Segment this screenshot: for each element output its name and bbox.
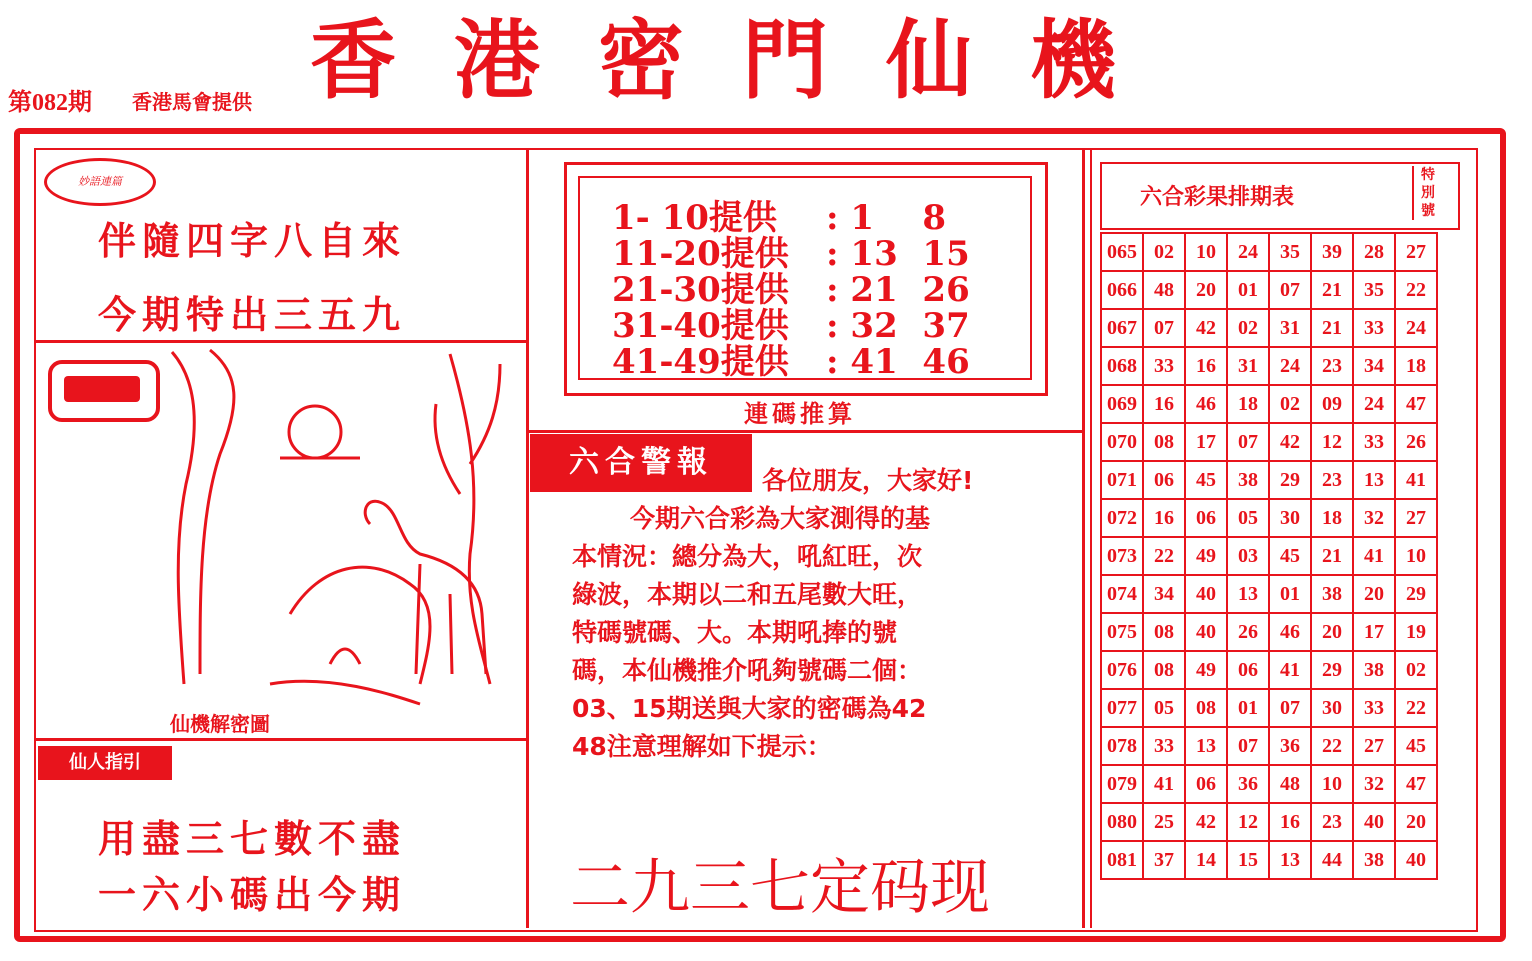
number-cell: 42 xyxy=(1185,309,1227,347)
issue-cell: 071 xyxy=(1101,461,1143,499)
issue-cell: 078 xyxy=(1101,727,1143,765)
provide-row: 21-30提供 : 21 26 xyxy=(612,270,970,310)
number-cell: 49 xyxy=(1185,651,1227,689)
number-cell: 13 xyxy=(1185,727,1227,765)
number-cell: 29 xyxy=(1311,651,1353,689)
table-row xyxy=(1101,689,1437,727)
table-row xyxy=(1101,347,1437,385)
table-row xyxy=(1101,271,1437,309)
number-cell: 38 xyxy=(1311,575,1353,613)
number-cell: 20 xyxy=(1185,271,1227,309)
issue-cell: 068 xyxy=(1101,347,1143,385)
badge-label: 妙語連篇 xyxy=(44,158,156,206)
number-cell: 34 xyxy=(1143,575,1185,613)
number-cell: 38 xyxy=(1227,461,1269,499)
number-cell: 41 xyxy=(1395,461,1437,499)
number-cell: 21 xyxy=(1311,309,1353,347)
alert-line: 各位朋友，大家好! xyxy=(762,466,974,495)
alert-line: 特碼號碼、大。本期吼捧的號 xyxy=(572,618,898,647)
number-cell: 18 xyxy=(1311,499,1353,537)
number-cell: 33 xyxy=(1353,423,1395,461)
number-cell: 45 xyxy=(1269,537,1311,575)
burst-icon xyxy=(48,360,160,422)
guide-label: 仙人指引 xyxy=(38,746,172,780)
number-cell: 46 xyxy=(1269,613,1311,651)
provide-row: 11-20提供 : 13 15 xyxy=(612,234,970,274)
table-row xyxy=(1101,841,1437,879)
provide-row: 41-49提供 : 41 46 xyxy=(612,342,970,382)
alert-line: 綠波，本期以二和五尾數大旺， xyxy=(572,580,923,609)
number-cell: 23 xyxy=(1311,803,1353,841)
number-cell: 47 xyxy=(1395,385,1437,423)
number-cell: 29 xyxy=(1269,461,1311,499)
number-cell: 40 xyxy=(1353,803,1395,841)
number-cell: 08 xyxy=(1185,689,1227,727)
number-cell: 35 xyxy=(1353,271,1395,309)
number-cell: 21 xyxy=(1311,271,1353,309)
issue-cell: 079 xyxy=(1101,765,1143,803)
number-cell: 08 xyxy=(1143,423,1185,461)
number-cell: 25 xyxy=(1143,803,1185,841)
alert-line: 48注意理解如下提示： xyxy=(572,732,832,761)
divider-right-inner xyxy=(1090,150,1092,928)
number-cell: 39 xyxy=(1311,233,1353,271)
number-cell: 42 xyxy=(1185,803,1227,841)
number-cell: 40 xyxy=(1185,613,1227,651)
poem-top-line-1: 伴隨四字八自來 xyxy=(98,219,407,263)
number-cell: 22 xyxy=(1143,537,1185,575)
number-cell: 32 xyxy=(1353,499,1395,537)
number-cell: 33 xyxy=(1353,309,1395,347)
number-cell: 22 xyxy=(1395,271,1437,309)
special-number-label: 特別號 xyxy=(1412,166,1438,220)
table-row xyxy=(1101,651,1437,689)
provide-row: 31-40提供 : 32 37 xyxy=(612,306,970,346)
table-row xyxy=(1101,385,1437,423)
alert-line: 今期六合彩為大家測得的基 xyxy=(630,504,931,533)
number-cell: 22 xyxy=(1311,727,1353,765)
divider-left-top xyxy=(36,340,526,343)
number-cell: 13 xyxy=(1227,575,1269,613)
number-cell: 33 xyxy=(1143,727,1185,765)
table-row xyxy=(1101,499,1437,537)
table-row xyxy=(1101,803,1437,841)
number-cell: 10 xyxy=(1395,537,1437,575)
number-cell: 17 xyxy=(1353,613,1395,651)
number-cell: 16 xyxy=(1185,347,1227,385)
alert-line: 本情況：總分為大，吼紅旺，次 xyxy=(572,542,923,571)
number-cell: 02 xyxy=(1143,233,1185,271)
number-cell: 20 xyxy=(1311,613,1353,651)
number-cell: 24 xyxy=(1269,347,1311,385)
number-cell: 06 xyxy=(1227,651,1269,689)
number-cell: 27 xyxy=(1395,233,1437,271)
number-cell: 30 xyxy=(1311,689,1353,727)
number-cell: 29 xyxy=(1395,575,1437,613)
issue-cell: 076 xyxy=(1101,651,1143,689)
picture-caption: 仙機解密圖 xyxy=(170,712,270,736)
number-cell: 23 xyxy=(1311,347,1353,385)
table-row xyxy=(1101,727,1437,765)
number-cell: 10 xyxy=(1311,765,1353,803)
number-cell: 08 xyxy=(1143,613,1185,651)
number-cell: 17 xyxy=(1185,423,1227,461)
number-cell: 24 xyxy=(1353,385,1395,423)
number-cell: 01 xyxy=(1227,271,1269,309)
number-cell: 45 xyxy=(1395,727,1437,765)
number-cell: 48 xyxy=(1143,271,1185,309)
number-cell: 14 xyxy=(1185,841,1227,879)
number-cell: 41 xyxy=(1143,765,1185,803)
number-cell: 46 xyxy=(1185,385,1227,423)
number-cell: 21 xyxy=(1311,537,1353,575)
number-cell: 02 xyxy=(1395,651,1437,689)
table-row xyxy=(1101,423,1437,461)
number-cell: 15 xyxy=(1227,841,1269,879)
number-cell: 03 xyxy=(1227,537,1269,575)
number-cell: 24 xyxy=(1227,233,1269,271)
number-cell: 01 xyxy=(1227,689,1269,727)
table-title: 六合彩果排期表 xyxy=(1140,185,1295,210)
issue-cell: 067 xyxy=(1101,309,1143,347)
number-cell: 16 xyxy=(1143,385,1185,423)
number-cell: 41 xyxy=(1269,651,1311,689)
number-cell: 27 xyxy=(1353,727,1395,765)
number-cell: 27 xyxy=(1395,499,1437,537)
number-cell: 32 xyxy=(1353,765,1395,803)
number-cell: 07 xyxy=(1143,309,1185,347)
number-cell: 20 xyxy=(1353,575,1395,613)
number-cell: 34 xyxy=(1353,347,1395,385)
poem-bottom-line-2: 一六小碼出今期 xyxy=(98,873,407,917)
number-cell: 18 xyxy=(1395,347,1437,385)
number-cell: 44 xyxy=(1311,841,1353,879)
table-row xyxy=(1101,461,1437,499)
issue-cell: 075 xyxy=(1101,613,1143,651)
number-cell: 07 xyxy=(1227,423,1269,461)
table-row xyxy=(1101,765,1437,803)
number-cell: 16 xyxy=(1269,803,1311,841)
number-cell: 07 xyxy=(1269,689,1311,727)
table-row xyxy=(1101,309,1437,347)
number-cell: 28 xyxy=(1353,233,1395,271)
number-cell: 38 xyxy=(1353,651,1395,689)
issue-cell: 077 xyxy=(1101,689,1143,727)
number-cell: 26 xyxy=(1227,613,1269,651)
number-cell: 40 xyxy=(1185,575,1227,613)
issue-cell: 072 xyxy=(1101,499,1143,537)
number-cell: 26 xyxy=(1395,423,1437,461)
number-cell: 10 xyxy=(1185,233,1227,271)
alert-line: 碼，本仙機推介吼夠號碼二個： xyxy=(572,656,923,685)
divider-right xyxy=(1082,150,1085,928)
number-cell: 07 xyxy=(1269,271,1311,309)
number-cell: 13 xyxy=(1353,461,1395,499)
number-cell: 02 xyxy=(1269,385,1311,423)
number-cell: 38 xyxy=(1353,841,1395,879)
alert-label: 六合警報 xyxy=(530,434,752,492)
table-row xyxy=(1101,613,1437,651)
number-cell: 24 xyxy=(1395,309,1437,347)
issue-number: 第082期 xyxy=(8,90,92,116)
number-cell: 47 xyxy=(1395,765,1437,803)
number-cell: 01 xyxy=(1269,575,1311,613)
poem-top-line-2: 今期特出三五九 xyxy=(98,293,407,337)
number-cell: 18 xyxy=(1227,385,1269,423)
issue-cell: 065 xyxy=(1101,233,1143,271)
table-row xyxy=(1101,575,1437,613)
divider-left-bottom xyxy=(36,738,526,741)
issue-cell: 081 xyxy=(1101,841,1143,879)
number-cell: 05 xyxy=(1143,689,1185,727)
number-cell: 45 xyxy=(1185,461,1227,499)
alert-line: 03、15期送與大家的密碼為42 xyxy=(572,694,927,723)
number-cell: 13 xyxy=(1269,841,1311,879)
number-cell: 22 xyxy=(1395,689,1437,727)
issue-cell: 066 xyxy=(1101,271,1143,309)
number-cell: 41 xyxy=(1353,537,1395,575)
number-cell: 31 xyxy=(1227,347,1269,385)
number-cell: 08 xyxy=(1143,651,1185,689)
number-cell: 20 xyxy=(1395,803,1437,841)
number-cell: 06 xyxy=(1143,461,1185,499)
number-cell: 12 xyxy=(1227,803,1269,841)
issue-cell: 073 xyxy=(1101,537,1143,575)
big-phrase: 二九三七定码现 xyxy=(570,853,990,923)
provide-caption: 連碼推算 xyxy=(744,400,856,428)
provider-label: 香港馬會提供 xyxy=(132,90,252,114)
number-cell: 36 xyxy=(1227,765,1269,803)
number-cell: 40 xyxy=(1395,841,1437,879)
number-cell: 48 xyxy=(1269,765,1311,803)
number-cell: 07 xyxy=(1227,727,1269,765)
number-cell: 23 xyxy=(1311,461,1353,499)
poem-bottom-line-1: 用盡三七數不盡 xyxy=(98,817,407,861)
number-cell: 12 xyxy=(1311,423,1353,461)
deer-illustration xyxy=(170,344,520,714)
number-cell: 42 xyxy=(1269,423,1311,461)
number-cell: 06 xyxy=(1185,499,1227,537)
divider-middle xyxy=(528,430,1082,433)
number-cell: 49 xyxy=(1185,537,1227,575)
divider-left xyxy=(526,150,529,928)
number-cell: 19 xyxy=(1395,613,1437,651)
issue-cell: 069 xyxy=(1101,385,1143,423)
number-cell: 36 xyxy=(1269,727,1311,765)
table-row xyxy=(1101,537,1437,575)
number-cell: 33 xyxy=(1353,689,1395,727)
number-cell: 33 xyxy=(1143,347,1185,385)
number-cell: 16 xyxy=(1143,499,1185,537)
number-cell: 37 xyxy=(1143,841,1185,879)
number-cell: 02 xyxy=(1227,309,1269,347)
issue-cell: 074 xyxy=(1101,575,1143,613)
page-title: 香港密門仙機 xyxy=(310,11,1174,111)
issue-cell: 070 xyxy=(1101,423,1143,461)
results-table xyxy=(1100,232,1438,880)
table-row xyxy=(1101,233,1437,271)
number-cell: 05 xyxy=(1227,499,1269,537)
number-cell: 31 xyxy=(1269,309,1311,347)
number-cell: 06 xyxy=(1185,765,1227,803)
number-cell: 30 xyxy=(1269,499,1311,537)
issue-cell: 080 xyxy=(1101,803,1143,841)
number-cell: 09 xyxy=(1311,385,1353,423)
number-cell: 35 xyxy=(1269,233,1311,271)
provide-row: 1- 10提供 : 1 8 xyxy=(612,198,947,238)
